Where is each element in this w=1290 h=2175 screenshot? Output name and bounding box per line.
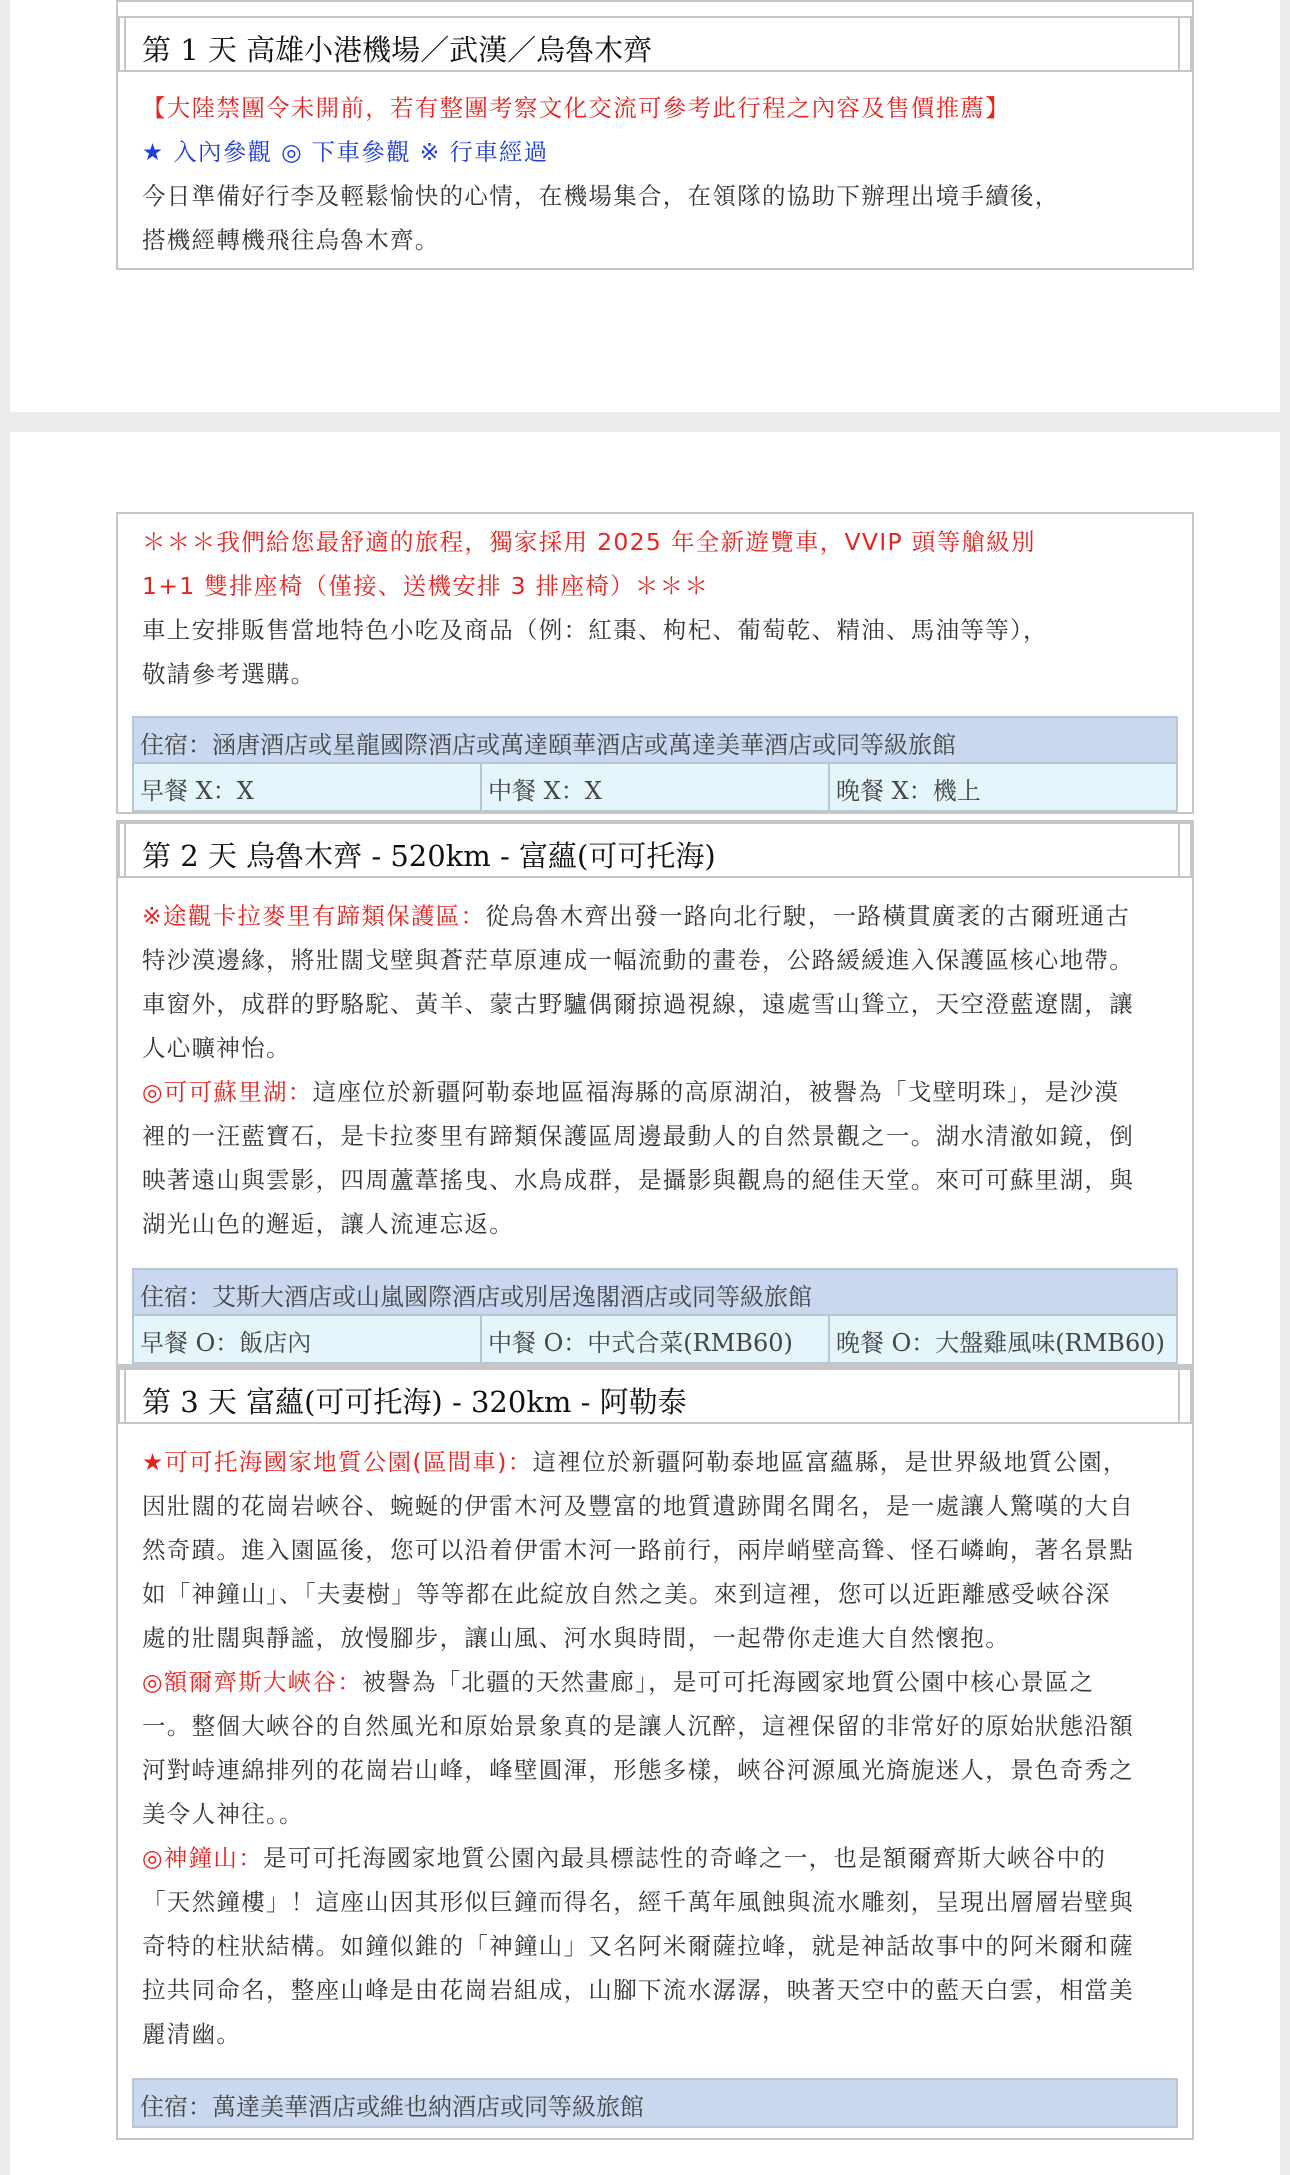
day3-s3-line2: 「天然鐘樓」！這座山因其形似巨鐘而得名，經千萬年風蝕與流水雕刻，呈現出層層岩壁與: [142, 1888, 1134, 1916]
bus-notice-line4: 敬請參考選購。: [142, 660, 316, 688]
day3-title: 第 3 天 富蘊(可可托海) - 320km - 阿勒泰: [118, 1368, 1192, 1424]
day3-s1-line1: [142, 1440, 1168, 1484]
day3-s3-line5: 麗清幽。: [142, 2020, 242, 2048]
day2-s2-line1: [142, 1070, 1168, 1114]
day2-s2-text1: 這座位於新疆阿勒泰地區福海縣的高原湖泊，被譽為「戈壁明珠」，是沙漠: [312, 1078, 1120, 1106]
day1-section: [116, 0, 1194, 270]
day2-info-table: [132, 1268, 1178, 1364]
day2-s1-label: ※途觀卡拉麥里有蹄類保護區：: [142, 902, 486, 930]
bus-notice-line3: 車上安排販售當地特色小吃及商品（例：紅棗、枸杞、葡萄乾、精油、馬油等等），: [142, 616, 1048, 644]
day3-s2-line4: 美令人神往。。: [142, 1800, 304, 1828]
day3-s1-line3: 然奇蹟。進入園區後，您可以沿着伊雷木河一路前行，兩岸峭壁高聳、怪石嶙峋，著名景點: [142, 1536, 1134, 1564]
day3-info-table: [132, 2078, 1178, 2128]
day3-lodging: 住宿：萬達美華酒店或維也納酒店或同等級旅館: [140, 2093, 644, 2121]
day1-notice: 【大陸禁團令未開前，若有整團考察文化交流可參考此行程之內容及售價推薦】: [142, 94, 1010, 122]
day3-s1-text1: 這裡位於新疆阿勒泰地區富蘊縣，是世界級地質公園，: [532, 1448, 1128, 1476]
day3-s2-text1: 被譽為「北疆的天然畫廊」，是可可托海國家地質公園中核心景區之: [362, 1668, 1095, 1696]
day3-s2-line3: 河對峙連綿排列的花崗岩山峰，峰壁圓渾，形態多樣，峽谷河源風光旖旎迷人，景色奇秀之: [142, 1756, 1134, 1784]
day2-s2-line2: 裡的一汪藍寶石，是卡拉麥里有蹄類保護區周邊最動人的自然景觀之一。湖水清澈如鏡，倒: [142, 1122, 1134, 1150]
day3-s3-line1: [142, 1836, 1168, 1880]
day3-s2-line1: [142, 1660, 1168, 1704]
day1-desc-line2: 搭機經轉機飛往烏魯木齊。: [142, 226, 440, 254]
day2-title: 第 2 天 烏魯木齊 - 520km - 富蘊(可可托海): [118, 822, 1192, 878]
day1-lunch: 中餐 X：X: [482, 764, 830, 810]
day2-lodging: 住宿：艾斯大酒店或山嵐國際酒店或別居逸閣酒店或同等級旅館: [140, 1283, 812, 1311]
day1-desc-line1: 今日準備好行李及輕鬆愉快的心情，在機場集合，在領隊的協助下辦理出境手續後，: [142, 182, 1060, 210]
day3-s1-line2: 因壯闊的花崗岩峽谷、蜿蜒的伊雷木河及豐富的地質遺跡聞名聞名，是一處讓人驚嘆的大自: [142, 1492, 1134, 1520]
day2-s1-line3: 車窗外，成群的野駱駝、黃羊、蒙古野驢偶爾掠過視線，遠處雪山聳立，天空澄藍遼闊，讓: [142, 990, 1134, 1018]
day3-s1-label: ★可可托海國家地質公園(區間車)：: [142, 1448, 533, 1476]
bus-notice-section: [116, 512, 1194, 814]
day3-s1-line5: 處的壯闊與靜謐，放慢腳步，讓山風、河水與時間，一起帶你走進大自然懷抱。: [142, 1624, 1010, 1652]
day1-info-table: [132, 716, 1178, 812]
day2-breakfast: 早餐 O：飯店內: [134, 1316, 482, 1362]
day3-s2-label: ◎額爾齊斯大峽谷：: [142, 1668, 363, 1696]
day3-s1-line4: 如「神鐘山」、「夫妻樹」等等都在此綻放自然之美。來到這裡，您可以近距離感受峽谷深: [142, 1580, 1111, 1608]
day3-section: [116, 1366, 1194, 2140]
day3-s3-text1: 是可可托海國家地質公園內最具標誌性的奇峰之一，也是額爾齊斯大峽谷中的: [263, 1844, 1107, 1872]
itinerary-card: [10, 432, 1280, 2175]
day3-s3-line3: 奇特的柱狀結構。如鐘似錐的「神鐘山」又名阿米爾薩拉峰，就是神話故事中的阿米爾和薩: [142, 1932, 1134, 1960]
day1-breakfast: 早餐 X：X: [134, 764, 482, 810]
day2-s1-line1: [142, 894, 1168, 938]
bus-notice-line1: ＊＊＊我們給您最舒適的旅程，獨家採用 2025 年全新遊覽車，VVIP 頭等艙級別: [142, 528, 1036, 556]
day2-section: [116, 820, 1194, 1366]
day3-s3-line4: 拉共同命名，整座山峰是由花崗岩組成，山腳下流水潺潺，映著天空中的藍天白雲，相當美: [142, 1976, 1134, 2004]
day2-s2-label: ◎可可蘇里湖：: [142, 1078, 313, 1106]
day1-card: [10, 0, 1280, 412]
day3-s2-line2: 一。整個大峽谷的自然風光和原始景象真的是讓人沉醉，這裡保留的非常好的原始狀態沿額: [142, 1712, 1134, 1740]
bus-notice-line2: 1+1 雙排座椅（僅接、送機安排 3 排座椅）＊＊＊: [142, 572, 710, 600]
day1-title: 第 1 天 高雄小港機場／武漢／烏魯木齊: [118, 16, 1192, 72]
day3-s3-label: ◎神鐘山：: [142, 1844, 264, 1872]
day2-s1-line4: 人心曠神怡。: [142, 1034, 291, 1062]
day1-lodging: 住宿：涵唐酒店或星龍國際酒店或萬達頤華酒店或萬達美華酒店或同等級旅館: [140, 731, 956, 759]
day1-dinner: 晚餐 X：機上: [836, 777, 981, 805]
day2-s2-line3: 映著遠山與雲影，四周蘆葦搖曳、水鳥成群，是攝影與觀鳥的絕佳天堂。來可可蘇里湖，與: [142, 1166, 1134, 1194]
day2-dinner: 晚餐 O：大盤雞風味(RMB60): [836, 1329, 1165, 1357]
day2-s2-line4: 湖光山色的邂逅，讓人流連忘返。: [142, 1210, 514, 1238]
legend: ★ 入內參觀 ◎ 下車參觀 ※ 行車經過: [142, 138, 549, 166]
day2-lunch: 中餐 O：中式合菜(RMB60): [482, 1316, 830, 1362]
day2-s1-text1: 從烏魯木齊出發一路向北行駛，一路橫貫廣袤的古爾班通古: [485, 902, 1131, 930]
day2-s1-line2: 特沙漠邊緣，將壯闊戈壁與蒼茫草原連成一幅流動的畫卷，公路緩緩進入保護區核心地帶。: [142, 946, 1134, 974]
